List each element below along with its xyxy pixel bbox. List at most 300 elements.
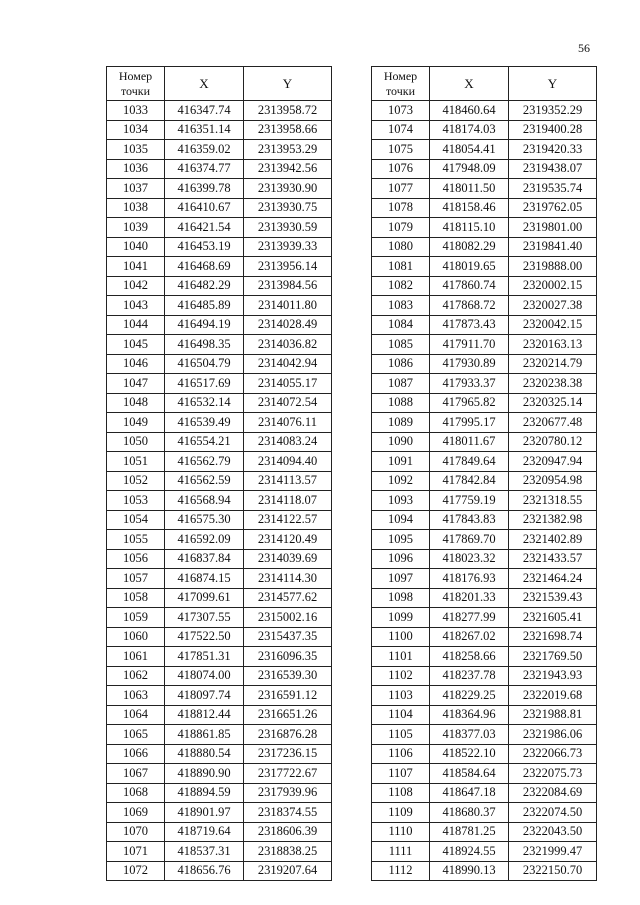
y-coordinate-cell: 2322075.73 [509,764,597,784]
y-coordinate-cell: 2319438.07 [509,159,597,179]
y-coordinate-cell: 2321999.47 [509,842,597,862]
x-coordinate-cell: 416539.49 [165,413,244,433]
table-row [372,803,597,823]
point-number-cell: 1051 [107,452,165,472]
point-number-cell: 1048 [107,393,165,413]
x-coordinate-cell: 416562.79 [165,452,244,472]
y-coordinate-cell: 2321433.57 [509,549,597,569]
table-row [107,413,332,433]
table-body-left [107,101,332,881]
table-row [372,218,597,238]
point-number-cell: 1061 [107,647,165,667]
point-number-cell: 1087 [372,374,430,394]
y-coordinate-cell: 2313939.33 [244,237,332,257]
point-number-cell: 1084 [372,315,430,335]
y-coordinate-cell: 2313958.66 [244,120,332,140]
y-coordinate-cell: 2314076.11 [244,413,332,433]
table-row [372,413,597,433]
table-row [107,764,332,784]
y-coordinate-cell: 2322150.70 [509,861,597,881]
x-coordinate-cell: 417911.70 [430,335,509,355]
point-number-cell: 1058 [107,588,165,608]
table-row [372,491,597,511]
y-coordinate-cell: 2320947.94 [509,452,597,472]
x-coordinate-cell: 418074.00 [165,666,244,686]
point-number-cell: 1067 [107,764,165,784]
y-coordinate-cell: 2313984.56 [244,276,332,296]
table-row [372,764,597,784]
table-row [372,120,597,140]
table-row [372,276,597,296]
y-coordinate-cell: 2313930.59 [244,218,332,238]
x-coordinate-cell: 418082.29 [430,237,509,257]
x-coordinate-cell: 416347.74 [165,101,244,121]
point-number-cell: 1101 [372,647,430,667]
table-row [372,842,597,862]
y-coordinate-cell: 2320214.79 [509,354,597,374]
table-row [107,471,332,491]
point-number-cell: 1103 [372,686,430,706]
x-coordinate-cell: 417843.83 [430,510,509,530]
y-coordinate-cell: 2318606.39 [244,822,332,842]
y-coordinate-cell: 2320954.98 [509,471,597,491]
point-number-cell: 1060 [107,627,165,647]
y-coordinate-cell: 2313958.72 [244,101,332,121]
y-coordinate-cell: 2314011.80 [244,296,332,316]
y-coordinate-cell: 2315002.16 [244,608,332,628]
y-coordinate-cell: 2314577.62 [244,588,332,608]
point-number-cell: 1080 [372,237,430,257]
x-coordinate-cell: 418011.50 [430,179,509,199]
y-coordinate-cell: 2314114.30 [244,569,332,589]
x-coordinate-cell: 418174.03 [430,120,509,140]
x-coordinate-cell: 416568.94 [165,491,244,511]
y-coordinate-cell: 2320002.15 [509,276,597,296]
table-row [107,257,332,277]
x-coordinate-cell: 416532.14 [165,393,244,413]
table-row [372,159,597,179]
point-number-cell: 1047 [107,374,165,394]
x-coordinate-cell: 417099.61 [165,588,244,608]
point-number-cell: 1098 [372,588,430,608]
x-coordinate-cell: 418277.99 [430,608,509,628]
point-number-cell: 1038 [107,198,165,218]
table-row [372,861,597,881]
x-coordinate-cell: 418584.64 [430,764,509,784]
y-coordinate-cell: 2314122.57 [244,510,332,530]
point-number-cell: 1063 [107,686,165,706]
table-header-row [107,67,332,101]
table-row [372,530,597,550]
table-row [107,140,332,160]
y-coordinate-cell: 2319400.28 [509,120,597,140]
y-coordinate-cell: 2316651.26 [244,705,332,725]
table-row [107,822,332,842]
table-row [107,647,332,667]
y-coordinate-cell: 2313930.90 [244,179,332,199]
point-header-line2: точки [120,83,151,98]
y-coordinate-cell: 2314055.17 [244,374,332,394]
x-coordinate-cell: 416351.14 [165,120,244,140]
x-coordinate-cell: 418680.37 [430,803,509,823]
point-number-cell: 1057 [107,569,165,589]
x-coordinate-cell: 416399.78 [165,179,244,199]
y-coordinate-cell: 2320677.48 [509,413,597,433]
x-coordinate-cell: 416562.59 [165,471,244,491]
table-row [372,179,597,199]
x-coordinate-cell: 417930.89 [430,354,509,374]
table-row [107,374,332,394]
table-row [107,237,332,257]
x-column-header: X [430,67,509,101]
y-coordinate-cell: 2321464.24 [509,569,597,589]
table-row [372,296,597,316]
x-coordinate-cell: 416468.69 [165,257,244,277]
table-header-row [372,67,597,101]
x-coordinate-cell: 418522.10 [430,744,509,764]
y-coordinate-cell: 2320325.14 [509,393,597,413]
y-coordinate-cell: 2319352.29 [509,101,597,121]
table-row [107,842,332,862]
x-coordinate-cell: 418115.10 [430,218,509,238]
point-number-cell: 1075 [372,140,430,160]
x-coordinate-cell: 417522.50 [165,627,244,647]
table-row [107,393,332,413]
point-number-cell: 1108 [372,783,430,803]
y-coordinate-cell: 2314042.94 [244,354,332,374]
x-coordinate-cell: 417933.37 [430,374,509,394]
x-column-header: X [165,67,244,101]
table-row [372,783,597,803]
y-coordinate-cell: 2319888.00 [509,257,597,277]
y-coordinate-cell: 2322074.50 [509,803,597,823]
table-row [107,452,332,472]
point-number-cell: 1092 [372,471,430,491]
x-coordinate-cell: 418237.78 [430,666,509,686]
point-number-cell: 1039 [107,218,165,238]
y-coordinate-cell: 2316096.35 [244,647,332,667]
point-number-cell: 1076 [372,159,430,179]
point-number-cell: 1044 [107,315,165,335]
y-coordinate-cell: 2316539.30 [244,666,332,686]
y-coordinate-cell: 2320780.12 [509,432,597,452]
point-number-cell: 1068 [107,783,165,803]
x-coordinate-cell: 418861.85 [165,725,244,745]
point-number-cell: 1053 [107,491,165,511]
point-number-cell: 1089 [372,413,430,433]
point-number-cell: 1034 [107,120,165,140]
x-coordinate-cell: 418023.32 [430,549,509,569]
y-coordinate-cell: 2321988.81 [509,705,597,725]
table-row [372,237,597,257]
y-coordinate-cell: 2320042.15 [509,315,597,335]
y-coordinate-cell: 2317236.15 [244,744,332,764]
x-coordinate-cell: 418647.18 [430,783,509,803]
table-row [372,432,597,452]
point-number-cell: 1045 [107,335,165,355]
table-row [372,393,597,413]
x-coordinate-cell: 417948.09 [430,159,509,179]
point-number-cell: 1085 [372,335,430,355]
table-row [107,315,332,335]
page-number: 56 [578,41,590,55]
y-coordinate-cell: 2322084.69 [509,783,597,803]
y-coordinate-cell: 2314120.49 [244,530,332,550]
table-row [372,452,597,472]
point-number-cell: 1046 [107,354,165,374]
x-coordinate-cell: 418176.93 [430,569,509,589]
point-number-cell: 1065 [107,725,165,745]
table-row [372,627,597,647]
x-coordinate-cell: 417965.82 [430,393,509,413]
x-coordinate-cell: 418364.96 [430,705,509,725]
y-coordinate-cell: 2316876.28 [244,725,332,745]
point-number-cell: 1033 [107,101,165,121]
y-coordinate-cell: 2314113.57 [244,471,332,491]
x-coordinate-cell: 418229.25 [430,686,509,706]
table-row [372,471,597,491]
x-coordinate-cell: 417868.72 [430,296,509,316]
table-row [372,335,597,355]
x-coordinate-cell: 418880.54 [165,744,244,764]
y-coordinate-cell: 2319801.00 [509,218,597,238]
x-coordinate-cell: 418267.02 [430,627,509,647]
x-coordinate-cell: 418158.46 [430,198,509,218]
table-row [107,491,332,511]
table-row [107,705,332,725]
x-coordinate-cell: 416421.54 [165,218,244,238]
point-number-cell: 1064 [107,705,165,725]
point-number-cell: 1095 [372,530,430,550]
point-number-header [107,67,165,101]
x-coordinate-cell: 418054.41 [430,140,509,160]
x-coordinate-cell: 416498.35 [165,335,244,355]
point-number-cell: 1086 [372,354,430,374]
x-coordinate-cell: 416359.02 [165,140,244,160]
point-number-cell: 1071 [107,842,165,862]
table-row [107,744,332,764]
y-coordinate-cell: 2319762.05 [509,198,597,218]
point-number-cell: 1102 [372,666,430,686]
point-number-header [372,67,430,101]
x-coordinate-cell: 418537.31 [165,842,244,862]
table-row [372,569,597,589]
y-coordinate-cell: 2320163.13 [509,335,597,355]
y-coordinate-cell: 2314028.49 [244,315,332,335]
table-row [372,374,597,394]
x-coordinate-cell: 416374.77 [165,159,244,179]
x-coordinate-cell: 418719.64 [165,822,244,842]
y-coordinate-cell: 2321943.93 [509,666,597,686]
y-coordinate-cell: 2319420.33 [509,140,597,160]
table-row [107,783,332,803]
point-number-cell: 1043 [107,296,165,316]
x-coordinate-cell: 417873.43 [430,315,509,335]
point-number-cell: 1081 [372,257,430,277]
x-coordinate-cell: 418201.33 [430,588,509,608]
y-coordinate-cell: 2321769.50 [509,647,597,667]
table-row [107,569,332,589]
point-number-cell: 1109 [372,803,430,823]
point-number-cell: 1079 [372,218,430,238]
x-coordinate-cell: 417869.70 [430,530,509,550]
y-coordinate-cell: 2318374.55 [244,803,332,823]
point-header-line2: точки [385,83,416,98]
y-coordinate-cell: 2319535.74 [509,179,597,199]
point-number-cell: 1105 [372,725,430,745]
table-row [107,803,332,823]
table-row [372,140,597,160]
point-number-cell: 1090 [372,432,430,452]
y-coordinate-cell: 2315437.35 [244,627,332,647]
y-coordinate-cell: 2314039.69 [244,549,332,569]
x-coordinate-cell: 418019.65 [430,257,509,277]
table-row [107,608,332,628]
x-coordinate-cell: 418901.97 [165,803,244,823]
table-row [372,686,597,706]
y-column-header: Y [509,67,597,101]
table-row [107,510,332,530]
x-coordinate-cell: 418894.59 [165,783,244,803]
point-number-cell: 1110 [372,822,430,842]
x-coordinate-cell: 417860.74 [430,276,509,296]
y-coordinate-cell: 2321698.74 [509,627,597,647]
point-number-cell: 1069 [107,803,165,823]
y-coordinate-cell: 2321318.55 [509,491,597,511]
table-row [107,101,332,121]
point-number-cell: 1111 [372,842,430,862]
point-number-cell: 1070 [107,822,165,842]
table-row [372,666,597,686]
y-coordinate-cell: 2322066.73 [509,744,597,764]
y-coordinate-cell: 2314036.82 [244,335,332,355]
x-coordinate-cell: 418890.90 [165,764,244,784]
point-number-cell: 1088 [372,393,430,413]
x-coordinate-cell: 418258.66 [430,647,509,667]
x-coordinate-cell: 416453.19 [165,237,244,257]
y-coordinate-cell: 2316591.12 [244,686,332,706]
y-coordinate-cell: 2313942.56 [244,159,332,179]
table-row [107,549,332,569]
x-coordinate-cell: 418656.76 [165,861,244,881]
y-coordinate-cell: 2314072.54 [244,393,332,413]
point-number-cell: 1037 [107,179,165,199]
y-coordinate-cell: 2321402.89 [509,530,597,550]
y-coordinate-cell: 2321986.06 [509,725,597,745]
y-coordinate-cell: 2314094.40 [244,452,332,472]
point-number-cell: 1073 [372,101,430,121]
point-number-cell: 1094 [372,510,430,530]
x-coordinate-cell: 416504.79 [165,354,244,374]
x-coordinate-cell: 418990.13 [430,861,509,881]
coordinates-table-right [371,66,597,881]
y-coordinate-cell: 2313953.29 [244,140,332,160]
x-coordinate-cell: 416494.19 [165,315,244,335]
y-coordinate-cell: 2313956.14 [244,257,332,277]
y-coordinate-cell: 2314118.07 [244,491,332,511]
table-row [107,120,332,140]
point-number-cell: 1055 [107,530,165,550]
point-number-cell: 1077 [372,179,430,199]
y-coordinate-cell: 2321382.98 [509,510,597,530]
table-row [107,198,332,218]
x-coordinate-cell: 417849.64 [430,452,509,472]
table-row [107,218,332,238]
x-coordinate-cell: 417307.55 [165,608,244,628]
point-number-cell: 1066 [107,744,165,764]
table-row [107,666,332,686]
point-header-line1: Номер [383,68,418,83]
table-row [107,686,332,706]
point-number-cell: 1099 [372,608,430,628]
point-number-cell: 1040 [107,237,165,257]
table-row [107,627,332,647]
x-coordinate-cell: 417851.31 [165,647,244,667]
point-number-cell: 1091 [372,452,430,472]
table-row [107,335,332,355]
x-coordinate-cell: 417842.84 [430,471,509,491]
point-number-cell: 1074 [372,120,430,140]
table-row [107,861,332,881]
point-number-cell: 1112 [372,861,430,881]
table-row [372,549,597,569]
point-number-cell: 1100 [372,627,430,647]
point-number-cell: 1097 [372,569,430,589]
x-coordinate-cell: 418097.74 [165,686,244,706]
x-coordinate-cell: 416517.69 [165,374,244,394]
y-coordinate-cell: 2322043.50 [509,822,597,842]
x-coordinate-cell: 416575.30 [165,510,244,530]
y-coordinate-cell: 2317939.96 [244,783,332,803]
x-coordinate-cell: 416485.89 [165,296,244,316]
point-number-cell: 1056 [107,549,165,569]
x-coordinate-cell: 418812.44 [165,705,244,725]
point-number-cell: 1059 [107,608,165,628]
table-row [372,705,597,725]
table-row [372,725,597,745]
point-number-cell: 1054 [107,510,165,530]
table-row [372,744,597,764]
table-row [372,588,597,608]
point-number-cell: 1072 [107,861,165,881]
point-header-line1: Номер [118,68,153,83]
x-coordinate-cell: 416482.29 [165,276,244,296]
x-coordinate-cell: 416592.09 [165,530,244,550]
table-row [372,608,597,628]
table-row [372,315,597,335]
point-number-cell: 1106 [372,744,430,764]
y-coordinate-cell: 2321539.43 [509,588,597,608]
y-coordinate-cell: 2317722.67 [244,764,332,784]
table-row [107,432,332,452]
table-row [372,257,597,277]
point-number-cell: 1083 [372,296,430,316]
table-row [107,354,332,374]
y-coordinate-cell: 2314083.24 [244,432,332,452]
y-coordinate-cell: 2320027.38 [509,296,597,316]
point-number-cell: 1062 [107,666,165,686]
table-row [372,510,597,530]
point-number-cell: 1035 [107,140,165,160]
y-coordinate-cell: 2318838.25 [244,842,332,862]
y-coordinate-cell: 2313930.75 [244,198,332,218]
table-row [107,296,332,316]
y-coordinate-cell: 2322019.68 [509,686,597,706]
point-number-cell: 1082 [372,276,430,296]
point-number-cell: 1041 [107,257,165,277]
table-row [107,725,332,745]
coordinates-table-left [106,66,332,881]
